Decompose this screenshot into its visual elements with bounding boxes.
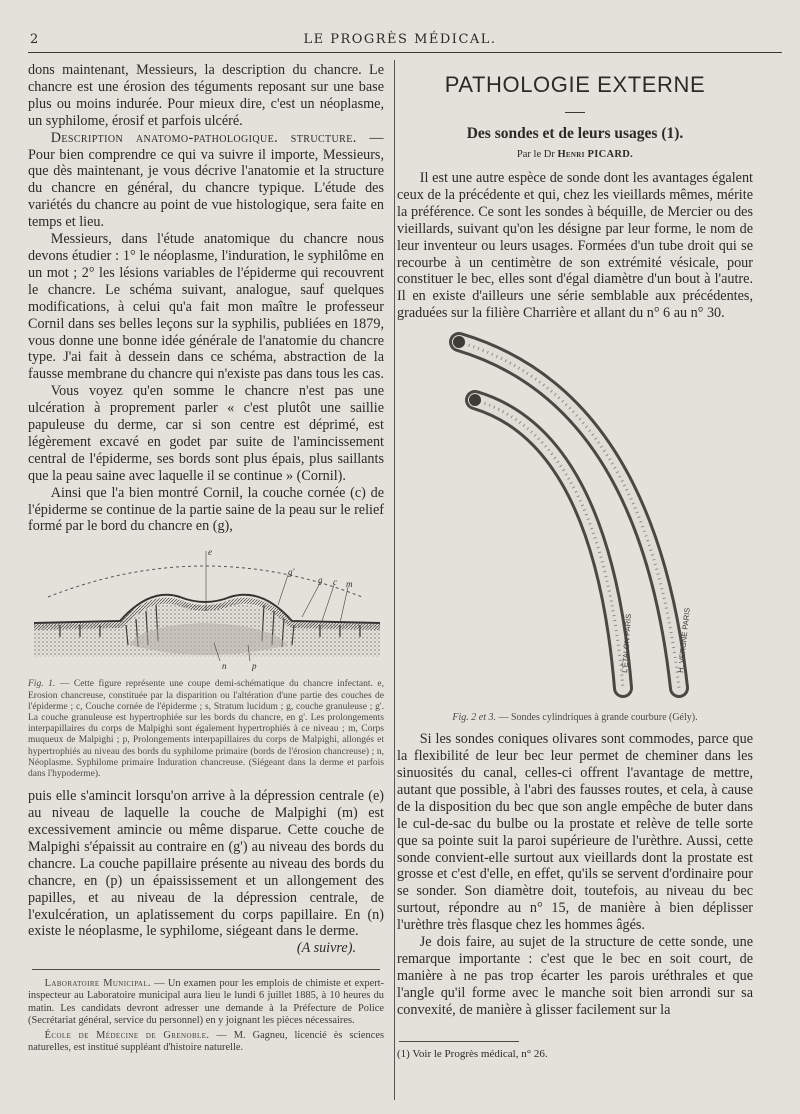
- chancre-diagram: [30, 545, 382, 673]
- notice-laboratoire: [28, 978, 384, 1027]
- notice-grenoble-body: — M. Gagneu, licencié ès sciences naturelles, est institué suppléant d'histoire naturelle.: [28, 1030, 384, 1054]
- figure-2-3-caption: [397, 712, 753, 723]
- subheading-description: Description anatomo-pathologique. structure. —: [50, 129, 384, 146]
- page-header: [0, 32, 800, 52]
- figure-1-label: Fig. 1.: [28, 679, 56, 690]
- figure-2-3-label: Fig. 2 et 3.: [452, 712, 496, 724]
- paragraph-sondes-bequille: Il est une autre espèce de sonde dont les avantages égalent ceux de la précédente et qui, chez les vieillards mêmes, mérite la préférence. Ce sont les sondes à béquille, de Mercier ou des vieillards, suivant qu'on les désigne par leur forme, le nom de leur inventeur ou leurs usages. Formées d'un tube droit qui se recourbe à un centimètre de son extrémité vésicale, pour constituer le bec, elles sont d'égal diamètre d'un bout à l'autre. Il en existe d'ailleurs une série semblable aux précédentes, graduées sur la filière Charrière et allant du n° 6 au n° 30.: [397, 170, 753, 322]
- figure-2-3-sondes: [397, 328, 753, 708]
- author-line: [397, 149, 753, 160]
- figure-1-chancre-section: [28, 545, 384, 673]
- notice-rule: [32, 969, 380, 970]
- stamp-etalon: L'ÉTALON PARIS: [620, 613, 634, 674]
- figure-2-3-caption-text: — Sondes cylindriques à grande courbure (Gély).: [498, 712, 698, 724]
- paragraph-description-body: Pour bien comprendre ce qui va suivre il importe, Messieurs, que dès maintenant, je vous décrive l'anatomie et la structure du chancre en général, du chancre typique. L'étude des variétés du chancre au point de vue histologique, sera faite en temps et lieu.: [28, 146, 384, 231]
- label-g-prime: g': [288, 567, 295, 578]
- section-dash: [565, 112, 585, 113]
- notice-laboratoire-body: — Un examen pour les emplois de chimiste et expert-inspecteur au Laboratoire municipal aura lieu le lundi 6 juillet 1885, à 10 heures du matin. Les candidats devront adresser une demande à la Préfecture de Police (Secrétariat général, service du personnel) en y joignant les pièces nécessaires.: [28, 978, 385, 1026]
- label-m: m: [346, 579, 353, 590]
- paragraph-description: [28, 130, 384, 231]
- header-rule: [28, 52, 782, 53]
- author-name: Henri PICARD.: [557, 149, 634, 160]
- label-p: p: [252, 661, 257, 672]
- paragraph-sondes-coniques: Si les sondes coniques olivares sont commodes, parce que la flexibilité de leur bec leur permet de cheminer dans les sinuosités du canal, celles-ci offrent l'avantage de mettre, autant que possible, à l'abri des fausses routes, et cela, à cause de la disposition du bec que son angle empêche de buter dans le cul-de-sac du bulbe ou la prostate et relève de telle sorte que sa pointe suit la paroi supérieure de l'urèthre. Aussi, cette sonde convient-elle surtout aux vieillards dont la prostate est grosse et c'est d'elle, en effet, qu'ils se servent d'ordinaire pour se sonder. Son diamètre doit, toutefois, au niveau du bec surtout, répondre au n° 15, de manière à bien déplisser l'urèthre très flasque chez les hommes âgés.: [397, 731, 753, 934]
- notice-laboratoire-head: Laboratoire Municipal.: [44, 978, 152, 990]
- page-number: 2: [30, 32, 39, 47]
- running-title: LE PROGRÈS MÉDICAL.: [303, 32, 497, 47]
- notice-grenoble-head: École de Médecine de Grenoble.: [44, 1030, 210, 1042]
- notice-grenoble: [28, 1030, 384, 1054]
- paragraph-amincit: puis elle s'amincit lorsqu'on arrive à la dépression centrale (e) au niveau de laquelle la couche de Malpighi (m) est excessivement amincie ou même disparue. Cette couche de Malpighi s'épaissit au contraire en (g') au niveau des bords du chancre. La couche papillaire présente au niveau des bords du chancre, en (p) un épaississement et un allongement des papilles, et au niveau de la dépression centrale, de l'exulcération, un aplatissement du corps papillaire. En (n) existe le néoplasme, le syphilome, siégeant dans le derme.: [28, 788, 384, 940]
- article-title: Des sondes et de leurs usages (1).: [466, 125, 684, 142]
- paragraph-cornil: Ainsi que l'a bien montré Cornil, la couche cornée (c) de l'épiderme se continue de la partie saine de la peau sur le relief formé par le bord du chancre en (g),: [28, 484, 384, 535]
- footnote-rule: [399, 1041, 519, 1042]
- author-prefix: Par le Dr: [516, 149, 555, 160]
- label-g: g: [318, 575, 323, 586]
- label-e: e: [208, 547, 212, 558]
- paragraph-remarque: Je dois faire, au sujet de la structure de cette sonde, une remarque importante : c'est que le bec en soit court, de manière à ne pas trop écarter les parois uréthrales et que l'angle qu'il forme avec le manche soit bien arrondi sur sa convexité, de manière à glisser facilement sur la: [397, 934, 753, 1018]
- a-suivre: (A suivre).: [296, 940, 356, 957]
- figure-1-caption-text: — Cette figure représente une coupe demi-schématique du chancre infectant. e, Erosion chancreuse, constituée par la disparition ou l'altération d'une partie des couches de l'épiderme ; c, Couche cornée de l'épiderme ; s, Stratum lucidum ; g, couche granuleuse ; g'. La couche granuleuse est hypertrophiée sur les bords du chancre, en g'. Les prolongements interpapillaires du corps de Malpighi sont également hypertrophiés à ce niveau ; m, Corps muqueux de Malpighi ; p, Prolongements interpapillaires du corps de Malpighi, allongés et hypertrophiés au niveau des bords du syphilome primaire (bords de l'érosion chancreuse) ; n, Néoplasme. Syphilome primaire Induration chancreuse. (Siégeant dans la derme et parfois dans l'hypoderme).: [28, 679, 385, 779]
- left-column: [28, 62, 384, 1054]
- paragraph-vous-voyez: Vous voyez qu'en somme le chancre n'est pas une ulcération à proprement parler « c'est plutôt une saillie papuleuse du derme, car si son centre est déprimé, est légèrement excavé en godet par suite de l'amincissement central de l'épiderme, ses bords sont plus épais, plus saillants que la peau saine avec laquelle il se continue » (Cornil).: [28, 383, 384, 484]
- sondes-illustration: [397, 328, 753, 708]
- stamp-vergne: H. VERGNE PARIS: [676, 607, 692, 674]
- section-heading: PATHOLOGIE EXTERNE: [444, 72, 706, 97]
- label-n: n: [222, 661, 227, 672]
- label-c: c: [333, 577, 337, 588]
- paragraph-chancre-intro: dons maintenant, Messieurs, la description du chancre. Le chancre est une érosion des téguments reposant sur une base plus ou moins indurée. Pour mieux dire, c'est un néoplasme, un syphilome, érosif et parfois ulcéré.: [28, 62, 384, 129]
- paragraph-etude: Messieurs, dans l'étude anatomique du chancre nous devons étudier : 1° le néoplasme, l'induration, le syphilôme en un mot ; 2° les lésions variables de l'épiderme qui recouvrent le chancre. Le schéma suivant, analogue, sauf quelques modifications, à celui qu'a fait mon maître le professeur Cornil dans ses belles leçons sur la syphilis, publiées en 1879, vous donne une bonne idée générale de l'anatomie du chancre type. J'ai fait à dessein dans ce schéma, abstraction de la fausse membrane du chancre qui n'existe pas dans tous les cas.: [28, 231, 384, 383]
- right-column: [397, 62, 753, 1060]
- figure-1-caption: [28, 679, 384, 780]
- footnote: (1) Voir le Progrès médical, n° 26.: [397, 1047, 548, 1060]
- column-divider: [394, 60, 395, 1100]
